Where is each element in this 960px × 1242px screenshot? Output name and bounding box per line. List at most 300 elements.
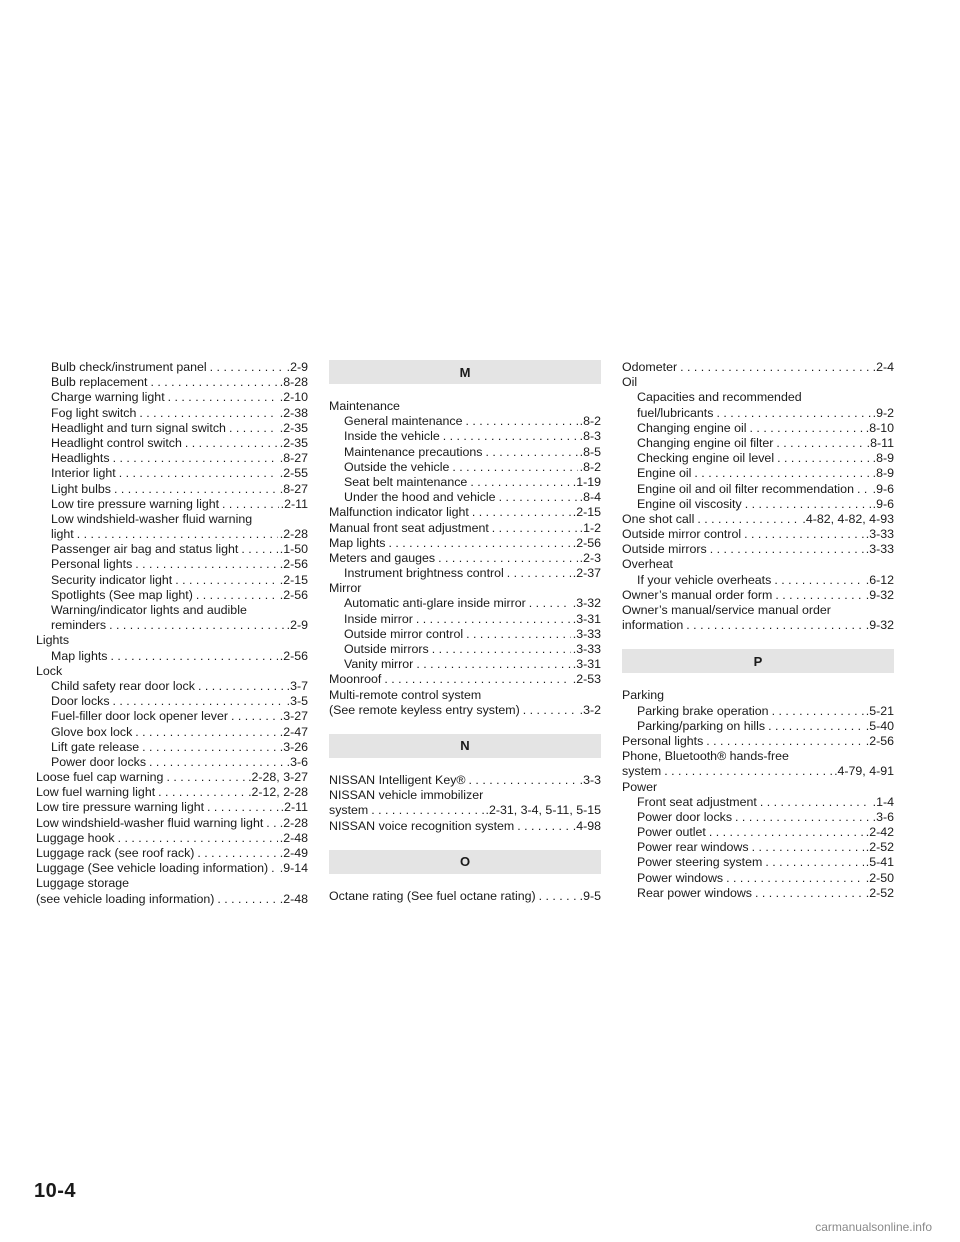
index-entry-page: .2-50 bbox=[865, 870, 894, 885]
leader-dots bbox=[716, 406, 870, 421]
index-entry-term: Checking engine oil level bbox=[637, 451, 775, 466]
index-entry-page: .3-26 bbox=[279, 739, 308, 754]
leader-dots bbox=[735, 810, 871, 825]
index-entry bbox=[329, 703, 601, 718]
leader-dots bbox=[523, 703, 578, 718]
index-entry-page: .2-11 bbox=[280, 496, 308, 511]
leader-dots bbox=[175, 573, 278, 588]
leader-dots bbox=[388, 536, 570, 551]
index-entry bbox=[329, 566, 601, 581]
index-entry-page: .2-11 bbox=[280, 800, 308, 815]
index-entry bbox=[329, 889, 601, 904]
leader-dots bbox=[196, 588, 278, 603]
index-entry bbox=[36, 527, 308, 542]
index-entry-page: .3-33 bbox=[865, 542, 894, 557]
index-entry bbox=[36, 542, 308, 557]
index-entry bbox=[36, 497, 308, 512]
index-entry-page: .9-2 bbox=[872, 405, 894, 420]
index-entry bbox=[622, 764, 894, 779]
index-entry-term: Maintenance precautions bbox=[344, 444, 483, 459]
leader-dots bbox=[697, 512, 800, 527]
index-entry bbox=[622, 557, 894, 572]
leader-dots bbox=[207, 800, 279, 815]
index-entry-page: .8-9 bbox=[872, 451, 894, 466]
leader-dots bbox=[229, 421, 278, 436]
index-entry bbox=[329, 788, 601, 803]
index-entry-page: .2-56 bbox=[279, 648, 308, 663]
index-entry bbox=[329, 551, 601, 566]
leader-dots bbox=[166, 770, 246, 785]
leader-dots bbox=[371, 803, 483, 818]
leader-dots bbox=[709, 825, 864, 840]
index-entry bbox=[36, 618, 308, 633]
leader-dots bbox=[197, 846, 277, 861]
index-entry-term: Automatic anti-glare inside mirror bbox=[344, 596, 526, 611]
index-entry-page: .8-9 bbox=[872, 466, 894, 481]
index-entry bbox=[36, 406, 308, 421]
index-entry bbox=[36, 679, 308, 694]
index-entry-term: Mirror bbox=[329, 581, 362, 596]
index-entry-term: Capacities and recommended bbox=[637, 390, 802, 405]
leader-dots bbox=[472, 505, 571, 520]
leader-dots bbox=[499, 490, 578, 505]
index-entry-page: .2-42 bbox=[865, 825, 894, 840]
index-entry-page: .2-55 bbox=[279, 466, 308, 481]
index-entry bbox=[329, 475, 601, 490]
index-entry-term: General maintenance bbox=[344, 414, 463, 429]
index-column-3 bbox=[622, 360, 894, 901]
index-entry-term: Door locks bbox=[51, 694, 110, 709]
leader-dots bbox=[680, 360, 871, 375]
leader-dots bbox=[470, 475, 570, 490]
leader-dots bbox=[271, 861, 278, 876]
index-entry-page: .3-6 bbox=[872, 809, 894, 824]
leader-dots bbox=[726, 871, 864, 886]
index-entry bbox=[622, 603, 894, 618]
index-entry-term: Malfunction indicator light bbox=[329, 505, 469, 520]
leader-dots bbox=[210, 360, 285, 375]
index-entry-page: .8-2 bbox=[579, 414, 601, 429]
index-entry-term: Multi-remote control system bbox=[329, 687, 482, 702]
index-entry-term: Luggage storage bbox=[36, 876, 130, 891]
index-entry-term: Bulb check/instrument panel bbox=[51, 360, 207, 374]
index-entry bbox=[36, 770, 308, 785]
leader-dots bbox=[142, 740, 278, 755]
index-entry bbox=[36, 876, 308, 891]
index-entry-page: .8-27 bbox=[279, 451, 308, 466]
index-entry bbox=[36, 831, 308, 846]
index-entry-page: .2-15 bbox=[279, 572, 308, 587]
index-entry-page: .8-11 bbox=[866, 435, 894, 450]
index-entry-term: Luggage (See vehicle loading information) bbox=[36, 861, 269, 876]
index-entry bbox=[622, 618, 894, 633]
index-entry-page: .2-56 bbox=[279, 557, 308, 572]
leader-dots bbox=[466, 627, 571, 642]
section-letter-header: P bbox=[622, 649, 894, 673]
index-entry bbox=[329, 819, 601, 834]
index-entry-page: .8-2 bbox=[579, 459, 601, 474]
index-entry bbox=[36, 846, 308, 861]
index-entry-term: One shot call bbox=[622, 511, 695, 526]
leader-dots bbox=[231, 709, 278, 724]
index-entry-page: .4-79, 4-91 bbox=[834, 764, 894, 779]
index-entry bbox=[329, 688, 601, 703]
index-entry bbox=[329, 460, 601, 475]
index-entry-term: information bbox=[622, 618, 684, 633]
index-entry-page: .2-56 bbox=[279, 587, 308, 602]
index-entry-page: .2-56 bbox=[865, 733, 894, 748]
index-entry-term: Lock bbox=[36, 663, 63, 678]
index-entry-term: Headlight and turn signal switch bbox=[51, 420, 226, 435]
index-entry bbox=[329, 596, 601, 611]
index-entry-page: .2-52 bbox=[865, 885, 894, 900]
index-entry-term: Maintenance bbox=[329, 399, 400, 413]
index-entry-page: .2-56 bbox=[572, 535, 601, 550]
index-entry-term: Fuel-filler door lock opener lever bbox=[51, 709, 228, 724]
index-entry bbox=[622, 497, 894, 512]
index-entry-page: .2-9 bbox=[286, 618, 308, 633]
index-entry-page: .3-5 bbox=[286, 694, 308, 709]
index-entry bbox=[329, 627, 601, 642]
leader-dots bbox=[139, 406, 277, 421]
index-entry-term: Security indicator light bbox=[51, 572, 173, 587]
index-entry-page: .2-10 bbox=[279, 390, 308, 405]
index-entry-page: .2-38 bbox=[279, 405, 308, 420]
index-entry-page: .1-2 bbox=[579, 520, 601, 535]
index-entry bbox=[36, 482, 308, 497]
index-entry-page: .8-5 bbox=[579, 444, 601, 459]
index-entry bbox=[329, 773, 601, 788]
index-entry bbox=[36, 755, 308, 770]
leader-dots bbox=[857, 482, 871, 497]
leader-dots bbox=[765, 855, 863, 870]
leader-dots bbox=[149, 755, 285, 770]
index-entry bbox=[36, 740, 308, 755]
index-entry-page: .2-37 bbox=[572, 566, 601, 581]
index-entry bbox=[622, 719, 894, 734]
section-letter-header: N bbox=[329, 734, 601, 758]
index-column-1 bbox=[36, 360, 308, 907]
index-entry-term: Low fuel warning light bbox=[36, 785, 156, 800]
index-entry-term: Personal lights bbox=[51, 557, 133, 572]
index-entry bbox=[329, 505, 601, 520]
leader-dots bbox=[432, 642, 571, 657]
index-entry-page: .2-28 bbox=[279, 527, 308, 542]
index-entry bbox=[329, 490, 601, 505]
index-entry-term: Luggage hook bbox=[36, 830, 115, 845]
section-letter-header: M bbox=[329, 360, 601, 384]
index-entry bbox=[622, 542, 894, 557]
leader-dots bbox=[492, 521, 578, 536]
index-entry-page: .4-98 bbox=[572, 818, 601, 833]
leader-dots bbox=[452, 460, 577, 475]
index-entry bbox=[622, 855, 894, 870]
index-entry-term: Changing engine oil bbox=[637, 420, 747, 435]
index-entry bbox=[622, 482, 894, 497]
index-entry-term: Bulb replacement bbox=[51, 375, 148, 390]
index-entry-term: Inside the vehicle bbox=[344, 429, 440, 444]
leader-dots bbox=[485, 445, 577, 460]
section-gap bbox=[329, 718, 601, 734]
leader-dots bbox=[443, 429, 578, 444]
index-entry-term: Power outlet bbox=[637, 825, 706, 840]
index-entry-term: Meters and gauges bbox=[329, 550, 436, 565]
index-entry-term: Map lights bbox=[51, 648, 108, 663]
index-entry-term: (see vehicle loading information) bbox=[36, 891, 215, 906]
leader-dots bbox=[150, 375, 277, 390]
index-entry-page: .2-3 bbox=[579, 550, 601, 565]
index-entry-page: .2-4 bbox=[872, 360, 894, 374]
index-entry bbox=[36, 573, 308, 588]
index-entry-term: Light bulbs bbox=[51, 481, 111, 496]
index-entry-term: Charge warning light bbox=[51, 390, 165, 405]
leader-dots bbox=[158, 785, 246, 800]
index-entry-page: .3-2 bbox=[579, 702, 601, 717]
leader-dots bbox=[465, 414, 577, 429]
leader-dots bbox=[777, 451, 871, 466]
leader-dots bbox=[109, 618, 285, 633]
index-entry bbox=[622, 360, 894, 375]
index-entry bbox=[36, 512, 308, 527]
index-entry-page: .2-15 bbox=[572, 505, 601, 520]
leader-dots bbox=[664, 764, 832, 779]
index-entry-page: .1-50 bbox=[279, 542, 308, 557]
index-entry-page: .9-32 bbox=[865, 618, 894, 633]
index-entry-page: .9-5 bbox=[579, 888, 601, 903]
index-entry-term: Seat belt maintenance bbox=[344, 474, 468, 489]
index-entry-term: Power door locks bbox=[637, 809, 733, 824]
index-entry-page: .2-48 bbox=[279, 830, 308, 845]
index-entry-term: Engine oil viscosity bbox=[637, 496, 742, 511]
index-entry-term: Octane rating (See fuel octane rating) bbox=[329, 888, 536, 903]
index-entry-page: .2-28 bbox=[279, 815, 308, 830]
index-entry-page: .5-41 bbox=[865, 855, 894, 870]
leader-dots bbox=[266, 816, 277, 831]
index-entry-term: Owner’s manual order form bbox=[622, 587, 773, 602]
leader-dots bbox=[750, 421, 864, 436]
index-entry bbox=[622, 451, 894, 466]
index-entry-page: .8-4 bbox=[579, 490, 601, 505]
index-entry bbox=[36, 649, 308, 664]
index-entry bbox=[329, 399, 601, 414]
index-entry-term: Power windows bbox=[637, 870, 724, 885]
index-entry bbox=[622, 527, 894, 542]
index-entry bbox=[36, 694, 308, 709]
index-entry-term: Lights bbox=[36, 633, 70, 648]
index-entry bbox=[622, 421, 894, 436]
index-entry-page: .3-33 bbox=[572, 626, 601, 641]
leader-dots bbox=[135, 557, 277, 572]
index-entry-term: Power rear windows bbox=[637, 840, 749, 855]
index-entry-term: Low tire pressure warning light bbox=[51, 496, 220, 511]
index-entry-term: Engine oil bbox=[637, 466, 692, 481]
index-entry-page: .3-32 bbox=[572, 596, 601, 611]
leader-dots bbox=[119, 466, 278, 481]
index-entry-term: Luggage rack (see roof rack) bbox=[36, 846, 195, 860]
leader-dots bbox=[686, 618, 863, 633]
index-entry-page: .3-27 bbox=[279, 709, 308, 724]
index-entry-page: .3-33 bbox=[572, 642, 601, 656]
index-entry bbox=[36, 390, 308, 405]
index-entry-term: NISSAN Intelligent Key® bbox=[329, 772, 466, 787]
index-entry bbox=[622, 573, 894, 588]
leader-dots bbox=[774, 573, 863, 588]
index-entry-term: Interior light bbox=[51, 466, 116, 481]
leader-dots bbox=[438, 551, 578, 566]
index-entry bbox=[36, 375, 308, 390]
index-entry-term: NISSAN vehicle immobilizer bbox=[329, 788, 484, 803]
leader-dots bbox=[384, 672, 570, 687]
index-entry-term: Child safety rear door lock bbox=[51, 678, 195, 693]
index-entry bbox=[622, 871, 894, 886]
index-entry-page: .2-28, 3-27 bbox=[248, 770, 308, 785]
index-entry-page: .3-7 bbox=[286, 678, 308, 693]
index-entry-term: Parking/parking on hills bbox=[637, 718, 766, 733]
index-entry bbox=[36, 436, 308, 451]
index-entry-term: Under the hood and vehicle bbox=[344, 490, 496, 505]
index-entry bbox=[329, 521, 601, 536]
index-entry-term: Glove box lock bbox=[51, 724, 133, 739]
index-entry-page: .6-12 bbox=[865, 572, 894, 587]
leader-dots bbox=[185, 436, 278, 451]
leader-dots bbox=[710, 542, 864, 557]
index-entry bbox=[622, 734, 894, 749]
leader-dots bbox=[776, 436, 864, 451]
index-entry-term: Headlights bbox=[51, 451, 110, 466]
index-entry bbox=[36, 603, 308, 618]
index-entry-page: .2-9 bbox=[286, 360, 308, 374]
index-entry-term: If your vehicle overheats bbox=[637, 572, 772, 587]
index-entry-term: NISSAN voice recognition system bbox=[329, 818, 515, 833]
index-entry-page: .9-6 bbox=[872, 496, 894, 511]
index-entry bbox=[36, 466, 308, 481]
index-entry bbox=[329, 581, 601, 596]
index-entry bbox=[622, 466, 894, 481]
index-entry-term: Rear power windows bbox=[637, 885, 753, 900]
index-entry-term: system bbox=[622, 764, 662, 779]
index-entry-term: Headlight control switch bbox=[51, 435, 182, 450]
leader-dots bbox=[775, 588, 863, 603]
leader-dots bbox=[772, 704, 864, 719]
index-entry bbox=[329, 803, 601, 818]
index-entry-term: Manual front seat adjustment bbox=[329, 520, 489, 535]
index-entry-term: Oil bbox=[622, 375, 638, 390]
index-entry-page: .2-49 bbox=[279, 846, 308, 860]
index-entry-term: system bbox=[329, 803, 369, 818]
index-entry-term: Moonroof bbox=[329, 672, 382, 687]
section-gap bbox=[329, 834, 601, 850]
index-entry-term: fuel/lubricants bbox=[637, 405, 714, 420]
index-entry-page: .4-82, 4-82, 4-93 bbox=[802, 511, 894, 526]
index-entry bbox=[622, 704, 894, 719]
index-entry-page: .9-6 bbox=[872, 481, 894, 496]
index-entry bbox=[36, 861, 308, 876]
index-entry-term: Power steering system bbox=[637, 855, 763, 870]
index-entry-term: Outside mirrors bbox=[622, 542, 707, 557]
index-entry bbox=[622, 825, 894, 840]
index-entry bbox=[622, 406, 894, 421]
index-entry-term: Vanity mirror bbox=[344, 657, 414, 672]
index-entry-term: Outside mirror control bbox=[344, 626, 464, 641]
index-entry bbox=[622, 840, 894, 855]
leader-dots bbox=[752, 840, 864, 855]
index-entry-term: Lift gate release bbox=[51, 739, 140, 754]
index-entry-page: .2-52 bbox=[865, 840, 894, 855]
index-entry-term: Fog light switch bbox=[51, 405, 137, 420]
index-entry-term: Warning/indicator lights and audible bbox=[51, 603, 247, 617]
index-entry-page: .3-33 bbox=[865, 527, 894, 542]
index-entry bbox=[622, 375, 894, 390]
index-entry bbox=[622, 795, 894, 810]
index-entry bbox=[36, 664, 308, 679]
section-gap bbox=[622, 633, 894, 649]
leader-dots bbox=[222, 497, 279, 512]
index-entry bbox=[622, 588, 894, 603]
index-entry-page: .2-35 bbox=[279, 435, 308, 450]
leader-dots bbox=[469, 773, 578, 788]
index-entry-page: .9-14 bbox=[279, 861, 308, 876]
index-entry-term: Front seat adjustment bbox=[637, 794, 757, 809]
index-entry bbox=[329, 642, 601, 657]
index-entry bbox=[36, 709, 308, 724]
page-number: 10-4 bbox=[34, 1180, 77, 1202]
index-entry-term: Parking bbox=[622, 688, 665, 703]
index-entry-term: Inside mirror bbox=[344, 611, 413, 626]
index-entry-term: Power door locks bbox=[51, 754, 147, 769]
index-entry-page: .8-3 bbox=[579, 429, 601, 444]
section-letter-header: O bbox=[329, 850, 601, 874]
leader-dots bbox=[694, 466, 870, 481]
leader-dots bbox=[744, 527, 864, 542]
index-entry bbox=[36, 816, 308, 831]
index-entry-page: .3-31 bbox=[572, 611, 601, 626]
watermark: carmanualsonline.info bbox=[815, 1220, 932, 1234]
index-entry-term: Passenger air bag and status light bbox=[51, 542, 239, 557]
leader-dots bbox=[168, 390, 278, 405]
index-entry bbox=[36, 557, 308, 572]
index-entry-page: .2-47 bbox=[279, 724, 308, 739]
index-entry-page: .5-40 bbox=[865, 718, 894, 733]
index-entry-term: (See remote keyless entry system) bbox=[329, 702, 520, 717]
index-entry-term: Outside mirrors bbox=[344, 642, 429, 656]
index-entry-term: Overheat bbox=[622, 557, 673, 572]
leader-dots bbox=[539, 889, 578, 904]
index-entry-page: .2-48 bbox=[279, 891, 308, 906]
index-entry-term: light bbox=[51, 527, 74, 542]
index-entry bbox=[36, 892, 308, 907]
leader-dots bbox=[529, 596, 571, 611]
index-entry-term: Parking brake operation bbox=[637, 703, 769, 718]
index-entry-term: Map lights bbox=[329, 535, 386, 550]
index-entry-page: .2-35 bbox=[279, 420, 308, 435]
leader-dots bbox=[135, 725, 277, 740]
index-entry-term: reminders bbox=[51, 618, 107, 633]
index-entry-page: .9-32 bbox=[865, 587, 894, 602]
index-entry-term: Outside mirror control bbox=[622, 527, 742, 542]
index-entry-term: Low tire pressure warning light bbox=[36, 800, 205, 815]
leader-dots bbox=[241, 542, 277, 557]
leader-dots bbox=[217, 892, 277, 907]
index-entry-page: .3-6 bbox=[286, 754, 308, 769]
leader-dots bbox=[198, 679, 285, 694]
index-entry-page: .2-12, 2-28 bbox=[248, 785, 308, 800]
leader-dots bbox=[760, 795, 871, 810]
leader-dots bbox=[118, 831, 278, 846]
index-entry bbox=[329, 429, 601, 444]
index-entry-page: .1-19 bbox=[572, 474, 601, 489]
index-entry bbox=[329, 657, 601, 672]
leader-dots bbox=[114, 482, 278, 497]
